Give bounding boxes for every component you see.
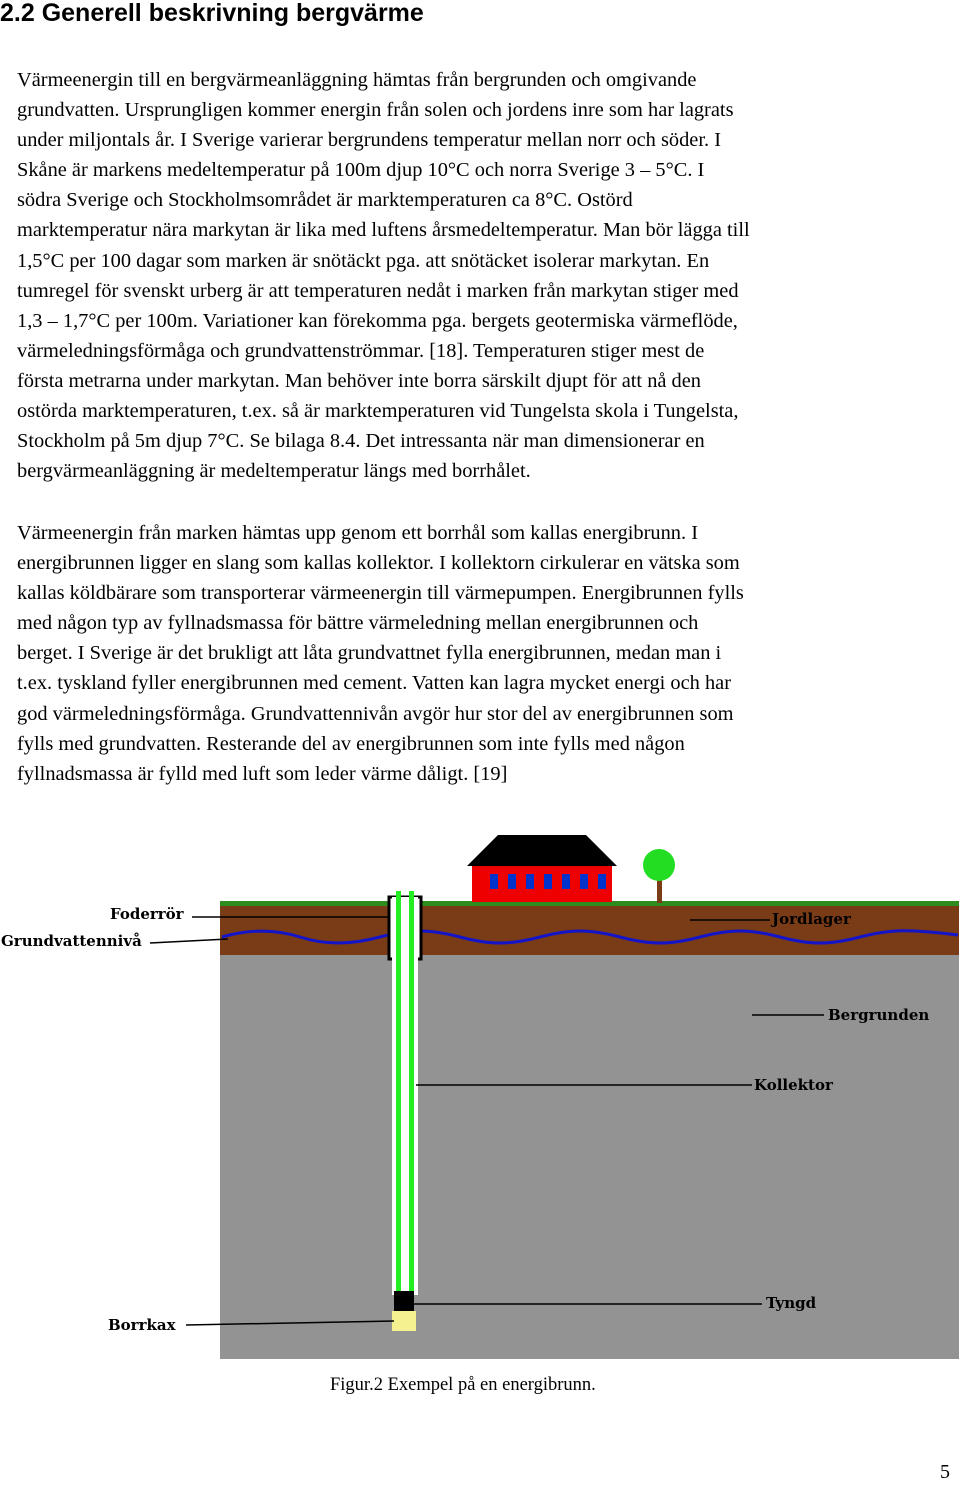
text-line: södra Sverige och Stockholmsområdet är marktemperaturen ca 8°C. Ostörd <box>17 189 633 212</box>
text-line: energibrunnen ligger en slang som kallas kollektor. I kollektorn cirkulerar en vätska som <box>17 552 740 575</box>
text-line: marktemperatur nära markytan är lika med luftens årsmedeltemperatur. Man bör lägga till <box>17 219 750 242</box>
text-line: kallas köldbärare som transporterar värmeenergin till värmepumpen. Energibrunnen fylls <box>17 582 744 605</box>
window-icon <box>562 874 570 889</box>
text-line: fyllnadsmassa är fylld med luft som leder värme dåligt. [19] <box>17 762 508 785</box>
text-line: första metrarna under markytan. Man behöver inte borra särskilt djupt för att nå den <box>17 369 701 392</box>
paragraph-ground-temperature <box>17 65 960 486</box>
collector-hose-right <box>409 891 414 1295</box>
drill-cuttings <box>392 1311 416 1331</box>
window-icon <box>580 874 588 889</box>
house-roof <box>467 835 617 866</box>
weight-block <box>394 1291 414 1311</box>
figure-caption: Figur.2 Exempel på en energibrunn. <box>330 1375 596 1395</box>
text-line: grundvatten. Ursprungligen kommer energin från solen och jordens inre som har lagrats <box>17 99 734 122</box>
label-bergrunden: Bergrunden <box>828 1006 930 1024</box>
text-line: 1,5°C per 100 dagar som marken är snötäckt pga. att snötäcket isolerar markytan. En <box>17 249 710 272</box>
energy-well-diagram <box>0 825 960 1365</box>
text-line: under miljontals år. I Sverige varierar bergrundens temperatur mellan norr och söder. I <box>17 129 721 152</box>
tree-crown <box>643 849 675 881</box>
window-icon <box>598 874 606 889</box>
borehole <box>392 897 418 1295</box>
section-heading: 2.2 Generell beskrivning bergvärme <box>0 0 424 27</box>
page-number: 5 <box>940 1461 950 1483</box>
label-foderror: Foderrör <box>110 905 184 923</box>
window-icon <box>508 874 516 889</box>
text-line: med någon typ av fyllnadsmassa för bättre värmeledning mellan energibrunnen och <box>17 612 699 635</box>
text-line: tumregel för svenskt urberg är att temperaturen nedåt i marken från markytan stiger med <box>17 279 739 302</box>
label-borrkax: Borrkax <box>108 1316 176 1334</box>
leader-line-grundvattenniva <box>150 939 228 943</box>
energy-well-figure <box>0 825 960 1365</box>
text-line: Värmeenergin från marken hämtas upp genom ett borrhål som kallas energibrunn. I <box>17 522 698 544</box>
text-line: berget. I Sverige är det brukligt att låta grundvattnet fylla energibrunnen, medan man i <box>17 642 722 665</box>
collector-hose-left <box>396 891 401 1295</box>
label-jordlager: Jordlager <box>772 910 851 928</box>
text-line: bergvärmeanläggning är medeltemperatur längs med borrhålet. <box>17 460 531 483</box>
text-line: värmeledningsförmåga och grundvattenströmmar. [18]. Temperaturen stiger mest de <box>17 339 705 362</box>
label-tyngd: Tyngd <box>766 1294 817 1312</box>
window-icon <box>544 874 552 889</box>
text-line: 1,3 – 1,7°C per 100m. Variationer kan förekomma pga. bergets geotermiska värmeflöde, <box>17 309 738 332</box>
text-line: Skåne är markens medeltemperatur på 100m djup 10°C och norra Sverige 3 – 5°C. I <box>17 159 705 182</box>
label-grundvattenniva: Grundvattennivå <box>1 932 142 950</box>
window-icon <box>490 874 498 889</box>
text-line: ostörda marktemperaturen, t.ex. så är marktemperaturen vid Tungelsta skola i Tungelsta, <box>17 400 739 423</box>
window-icon <box>526 874 534 889</box>
text-line: Värmeenergin till en bergvärmeanläggning hämtas från bergrunden och omgivande <box>17 69 697 91</box>
text-line: god värmeledningsförmåga. Grundvattennivån avgör hur stor del av energibrunnen som <box>17 702 734 725</box>
text-line: fylls med grundvatten. Resterande del av energibrunnen som inte fylls med någon <box>17 732 685 755</box>
paragraph-energy-well <box>17 518 960 789</box>
text-line: t.ex. tyskland fyller energibrunnen med cement. Vatten kan lagra mycket energi och har <box>17 672 731 695</box>
text-line: Stockholm på 5m djup 7°C. Se bilaga 8.4. Det intressanta när man dimensionerar en <box>17 430 705 453</box>
label-kollektor: Kollektor <box>754 1076 833 1094</box>
